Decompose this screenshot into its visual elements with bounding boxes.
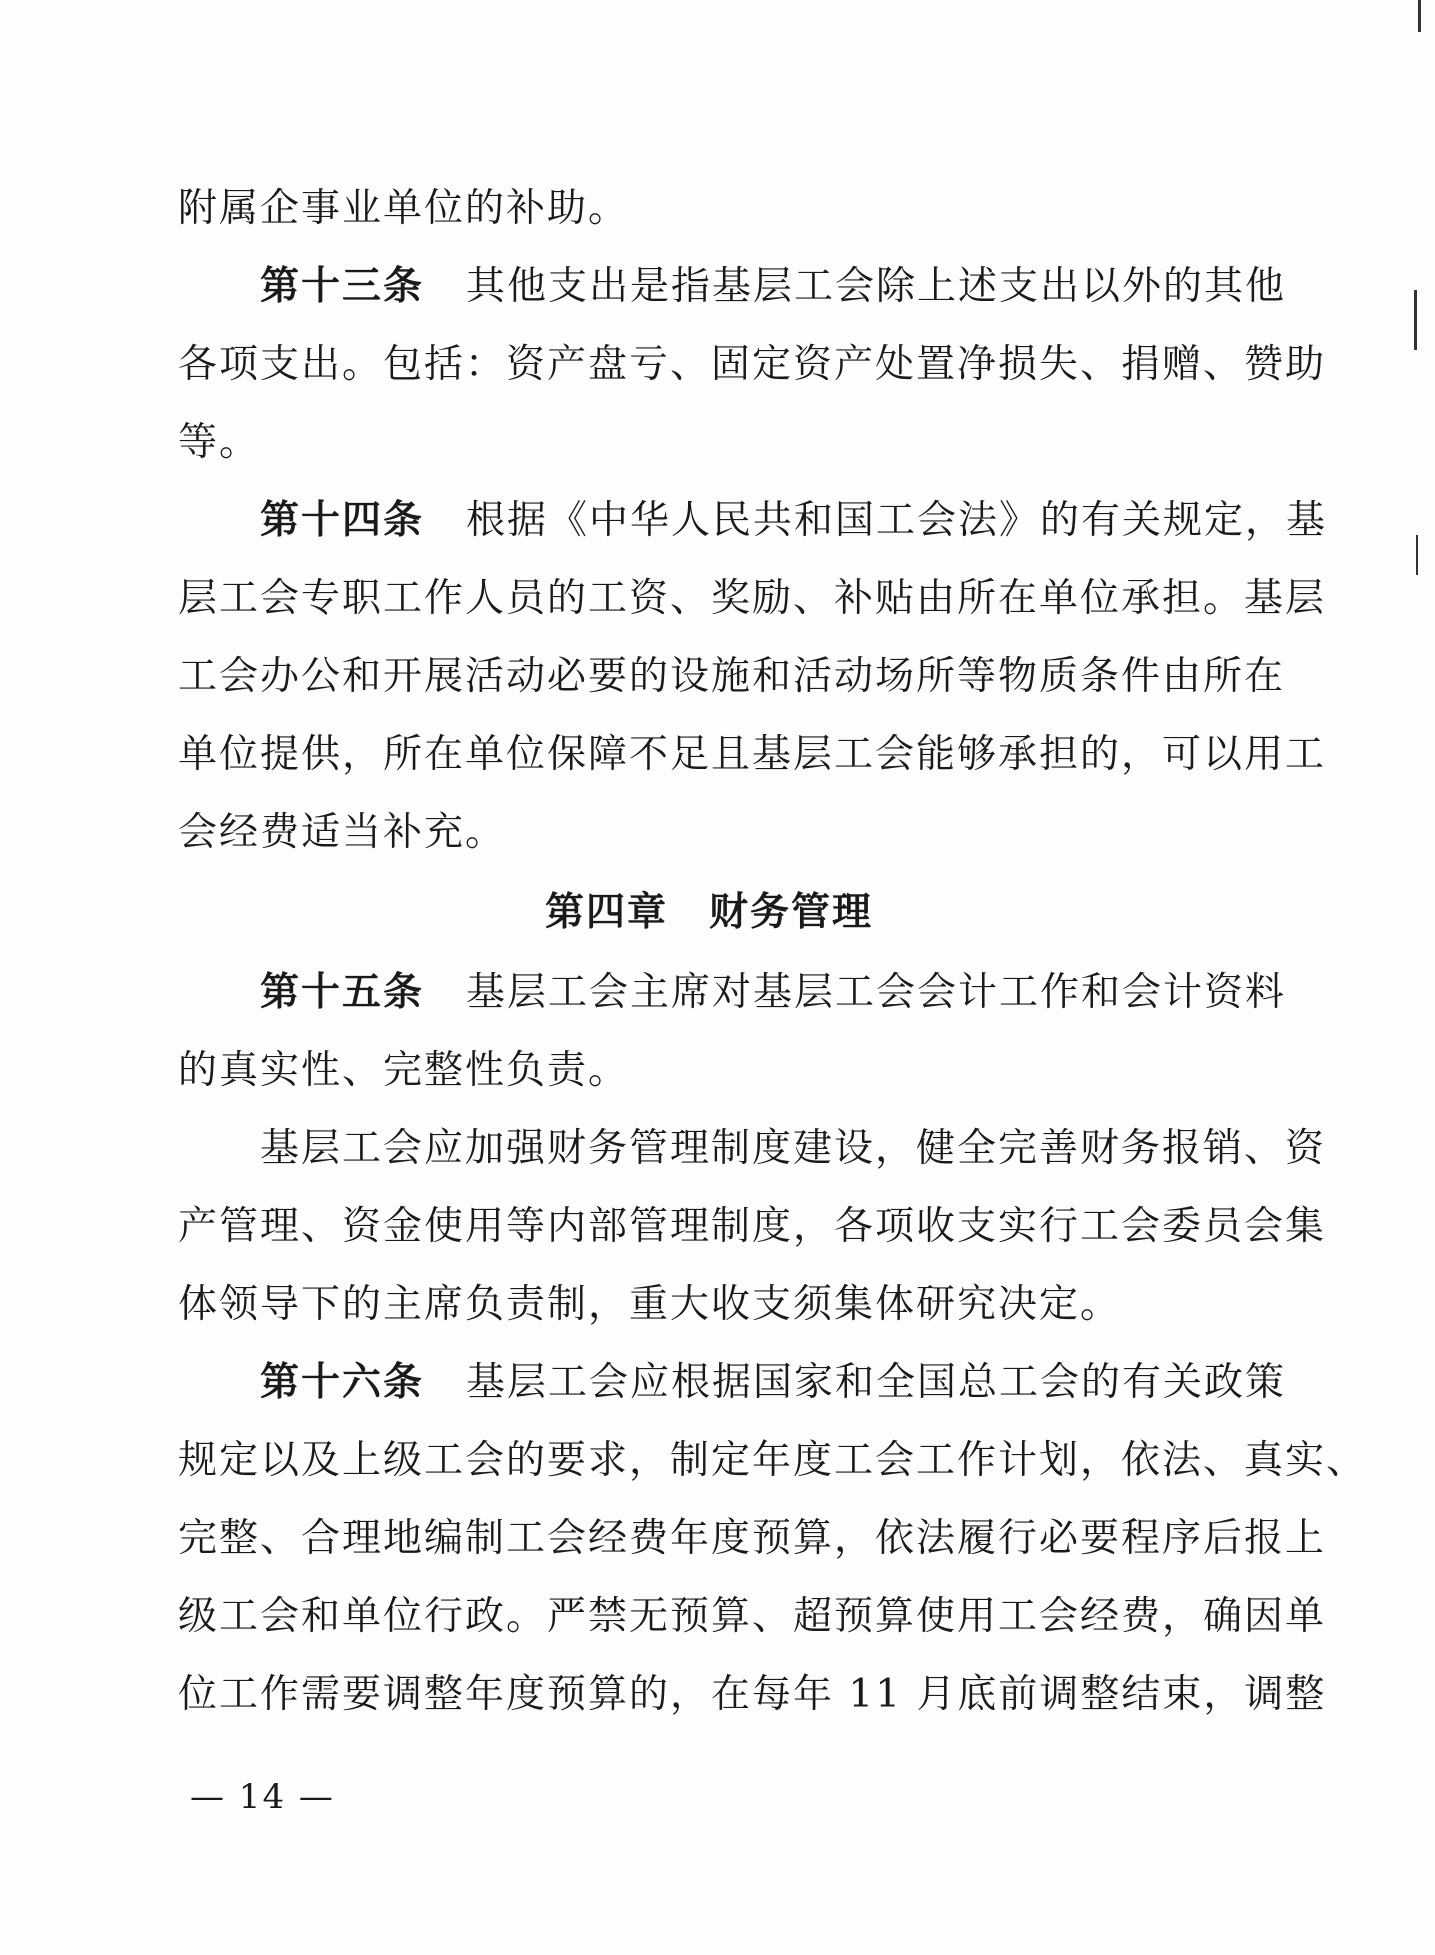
body-text <box>178 170 1368 1734</box>
chapter-title: 第四章 财务管理 <box>544 890 873 935</box>
paragraph-line: 位工作需要调整年度预算的，在每年 11 月底前调整结束，调整 <box>178 1672 1327 1717</box>
paragraph-line: 基层工会主席对基层工会会计工作和会计资料 <box>466 970 1287 1015</box>
scan-edge-mark <box>1414 290 1417 350</box>
paragraph-line: 层工会专职工作人员的工资、奖励、补贴由所在单位承担。基层 <box>178 576 1327 621</box>
paragraph-line: 体领导下的主席负责制，重大收支须集体研究决定。 <box>178 1282 1122 1327</box>
paragraph-line: 级工会和单位行政。严禁无预算、超预算使用工会经费，确因单 <box>178 1594 1327 1639</box>
paragraph-line: 其他支出是指基层工会除上述支出以外的其他 <box>466 264 1287 309</box>
paragraph-line: 基层工会应根据国家和全国总工会的有关政策 <box>466 1360 1287 1405</box>
paragraph-line: 的真实性、完整性负责。 <box>178 1048 630 1093</box>
article-heading: 第十三条 <box>260 264 425 309</box>
paragraph-line: 工会办公和开展活动必要的设施和活动场所等物质条件由所在 <box>178 654 1286 699</box>
page-number: — 14 — <box>190 1777 335 1817</box>
paragraph-line: 规定以及上级工会的要求，制定年度工会工作计划，依法、真实、 <box>178 1438 1368 1483</box>
article-heading: 第十五条 <box>260 970 425 1015</box>
paragraph-line: 完整、合理地编制工会经费年度预算，依法履行必要程序后报上 <box>178 1516 1327 1561</box>
article-heading: 第十四条 <box>260 498 425 543</box>
paragraph-line: 会经费适当补充。 <box>178 810 507 855</box>
scan-edge-mark <box>1418 0 1421 32</box>
article-heading: 第十六条 <box>260 1360 425 1405</box>
paragraph-line: 产管理、资金使用等内部管理制度，各项收支实行工会委员会集 <box>178 1204 1327 1249</box>
paragraph-line: 等。 <box>178 420 261 465</box>
paragraph-line: 各项支出。包括：资产盘亏、固定资产处置净损失、捐赠、赞助 <box>178 342 1327 387</box>
scan-edge-mark <box>1416 535 1418 575</box>
paragraph-line: 附属企事业单位的补助。 <box>178 186 630 231</box>
paragraph-line: 单位提供，所在单位保障不足且基层工会能够承担的，可以用工 <box>178 732 1327 777</box>
paragraph-line: 根据《中华人民共和国工会法》的有关规定，基 <box>466 498 1328 543</box>
article-13-line <box>178 248 1287 326</box>
article-16-line <box>178 1344 1287 1422</box>
paragraph-line: 基层工会应加强财务管理制度建设，健全完善财务报销、资 <box>260 1126 1327 1171</box>
article-15-line <box>178 954 1287 1032</box>
article-14-line <box>178 482 1328 560</box>
